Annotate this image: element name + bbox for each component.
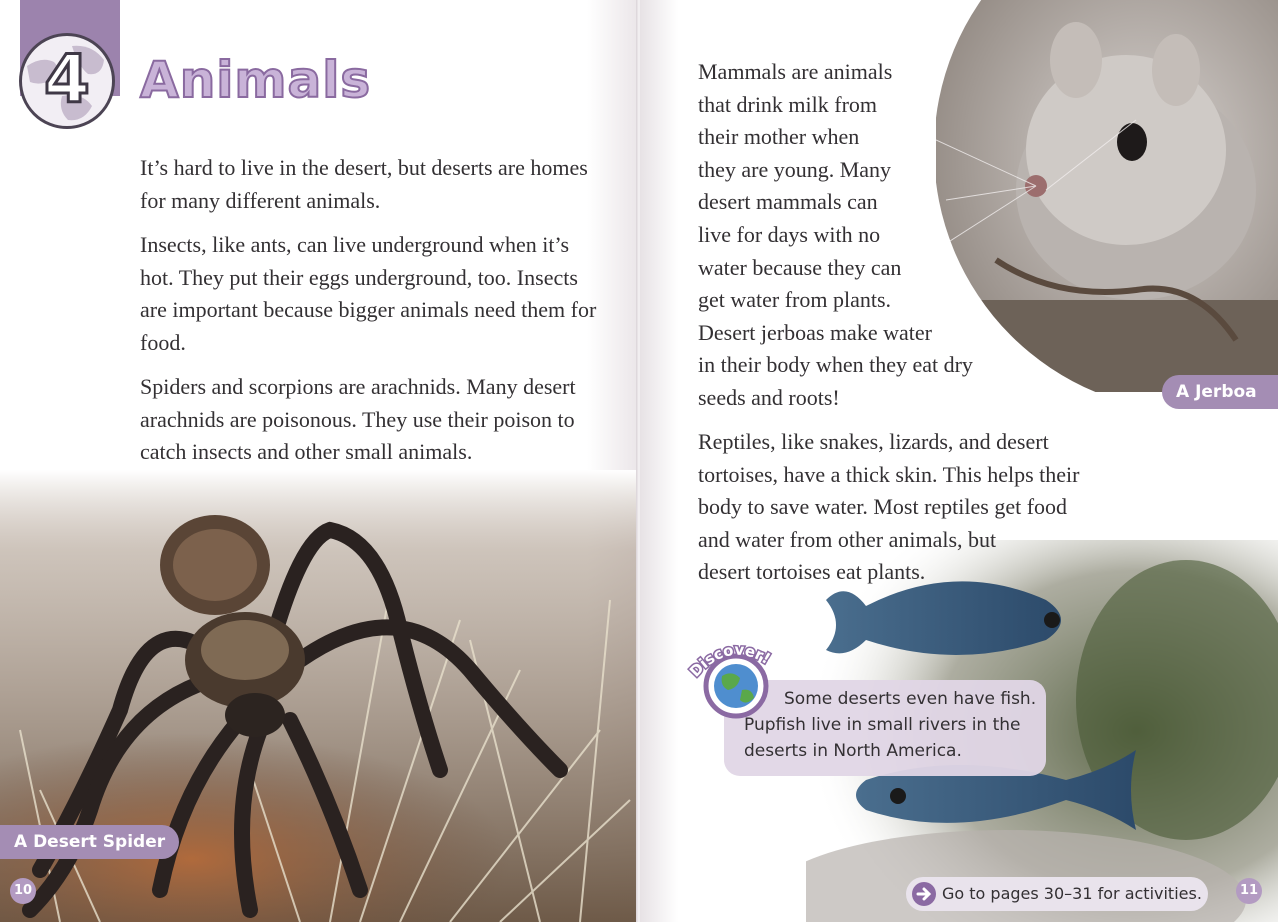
paragraph-desert-homes: It’s hard to live in the desert, but deserts are homes for many different animals.	[140, 155, 588, 213]
chapter-badge	[19, 33, 115, 129]
jerboa-caption: A Jerboa	[1162, 375, 1278, 409]
text-line: Reptiles, like snakes, lizards, and desert	[698, 429, 1049, 454]
text-line: get water from plants.	[698, 287, 892, 313]
text-line: Desert jerboas make water	[698, 319, 932, 345]
text-line: body to save water. Most reptiles get food	[698, 494, 1068, 520]
text-line: desert tortoises eat plants.	[698, 559, 926, 585]
arrow-right-icon	[912, 882, 936, 906]
text-line: that drink milk from	[698, 91, 878, 117]
text-line: desert mammals can	[698, 189, 878, 215]
page-number-right: 11	[1236, 878, 1262, 904]
chapter-title: Animals	[140, 51, 372, 109]
discover-line: Pupfish live in small rivers in the	[744, 715, 1021, 735]
discover-line: Some deserts even have fish.	[784, 689, 1037, 709]
activities-link[interactable]: Go to pages 30–31 for activities.	[942, 884, 1202, 903]
text-line: water because they can	[698, 254, 902, 280]
svg-text:Discover!: Discover!	[686, 640, 774, 680]
chapter-number: 4	[44, 41, 90, 118]
paragraph-arachnids: Spiders and scorpions are arachnids. Many desert arachnids are poisonous. They use their poison to catch insects and other small animals.	[140, 374, 576, 464]
page-number-left: 10	[10, 878, 36, 904]
left-body-text	[140, 152, 600, 481]
reptiles-paragraph	[698, 426, 1158, 589]
text-line: in their body when they eat dry	[698, 352, 973, 378]
text-line: and water from other animals, but	[698, 526, 997, 552]
text-line: tortoises, have a thick skin. This helps their	[698, 461, 1080, 487]
spider-caption: A Desert Spider	[0, 825, 179, 859]
discover-label	[686, 640, 782, 680]
right-page	[640, 0, 1278, 922]
text-line: live for days with no	[698, 221, 881, 247]
text-line: they are young. Many	[698, 156, 892, 182]
text-line: seeds and roots!	[698, 384, 840, 410]
text-line: Mammals are animals	[698, 59, 893, 84]
discover-line: deserts in North America.	[744, 741, 962, 761]
mammals-paragraph	[698, 56, 998, 415]
paragraph-insects: Insects, like ants, can live underground when it’s hot. They put their eggs underground, too. Insects are important because bigger animals need them for food.	[140, 232, 597, 355]
text-line: their mother when	[698, 124, 860, 150]
left-page	[0, 0, 638, 922]
discover-text	[744, 686, 1044, 764]
